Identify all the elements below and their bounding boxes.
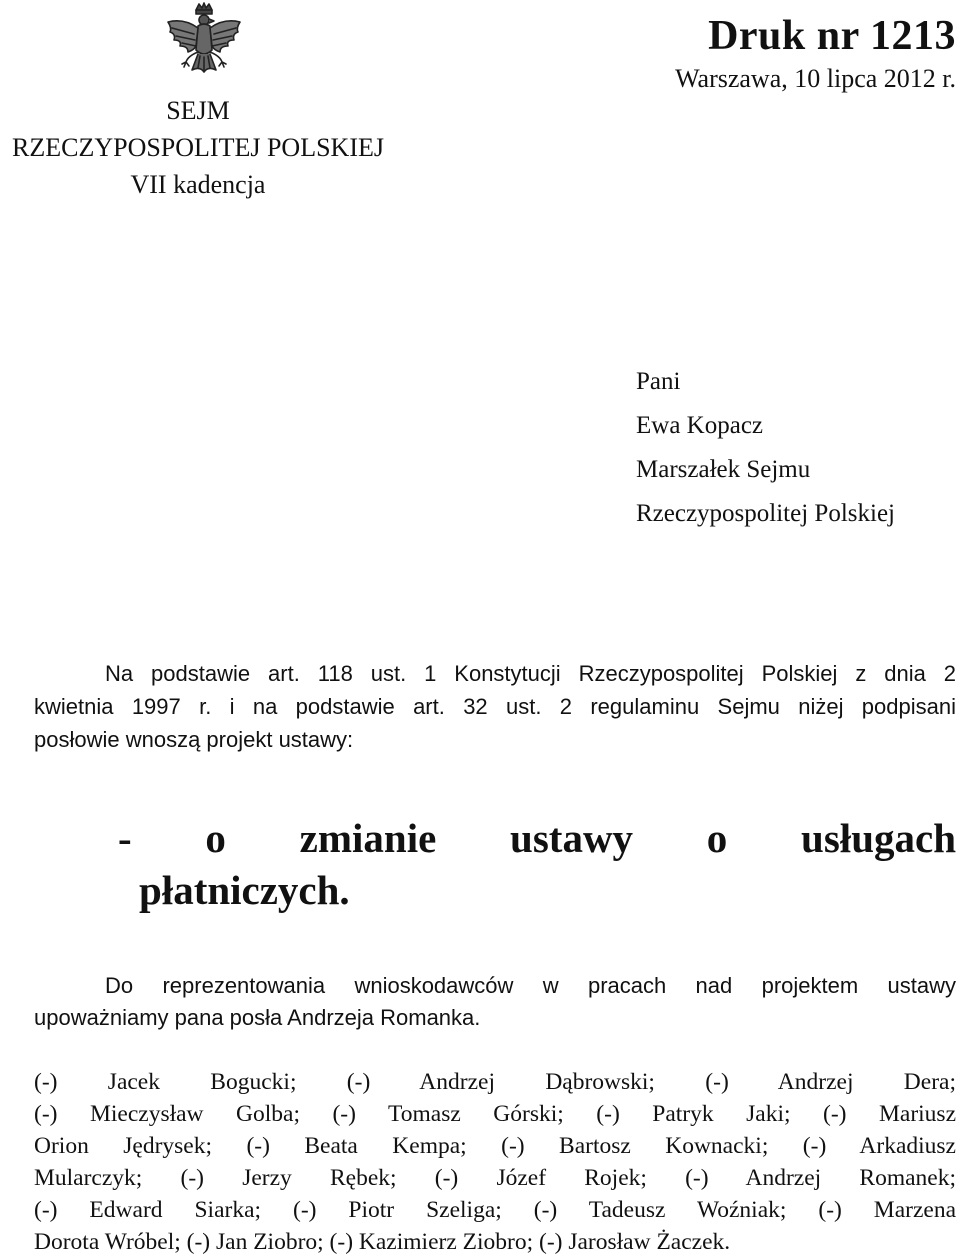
addressee-name: Ewa Kopacz [636,412,764,439]
addressee-block [636,360,895,536]
representation-paragraph [34,970,956,1034]
bill-title-line: płatniczych. [139,867,350,913]
institution-term: VII kadencja [130,170,266,199]
intro-paragraph [34,657,956,756]
institution-name: SEJM [166,96,230,125]
polish-eagle-icon [158,0,250,82]
signatories-list [34,1066,956,1258]
signatories-line: (-) Edward Siarka; (-) Piotr Szeliga; (-) Tadeusz Woźniak; (-) Marzena [34,1197,956,1223]
signatories-line: (-) Jacek Bogucki; (-) Andrzej Dąbrowski; (-) Andrzej Dera; [34,1069,956,1095]
representation-line: upoważniamy pana posła Andrzeja Romanka. [34,1005,481,1030]
addressee-title: Marszałek Sejmu [636,456,811,483]
intro-line: posłowie wnoszą projekt ustawy: [34,727,354,752]
institution-block [0,92,396,203]
signatories-line: Orion Jędrysek; (-) Beata Kempa; (-) Bartosz Kownacki; (-) Arkadiusz [34,1133,956,1159]
intro-line: Na podstawie art. 118 ust. 1 Konstytucji Rzeczypospolitej Polskiej z dnia 2 [105,661,956,686]
representation-line: Do reprezentowania wnioskodawców w pracach nad projektem ustawy [105,973,956,998]
intro-line: kwietnia 1997 r. i na podstawie art. 32 ust. 2 regulaminu Sejmu niżej podpisani [34,694,956,719]
signatories-line: Mularczyk; (-) Jerzy Rębek; (-) Józef Rojek; (-) Andrzej Romanek; [34,1165,956,1191]
institution-country: RZECZYPOSPOLITEJ POLSKIEJ [12,133,384,162]
bill-title [118,812,956,916]
bill-title-line: - o zmianie ustawy o usługach [118,815,956,861]
signatories-line: (-) Mieczysław Golba; (-) Tomasz Górski; (-) Patryk Jaki; (-) Mariusz [34,1101,956,1127]
print-number: Druk nr 1213 [708,13,956,59]
addressee-salutation: Pani [636,368,681,395]
document-date: Warszawa, 10 lipca 2012 r. [675,64,956,93]
addressee-country: Rzeczypospolitej Polskiej [636,500,895,527]
signatories-line: Dorota Wróbel; (-) Jan Ziobro; (-) Kazimierz Ziobro; (-) Jarosław Żaczek. [34,1229,731,1255]
